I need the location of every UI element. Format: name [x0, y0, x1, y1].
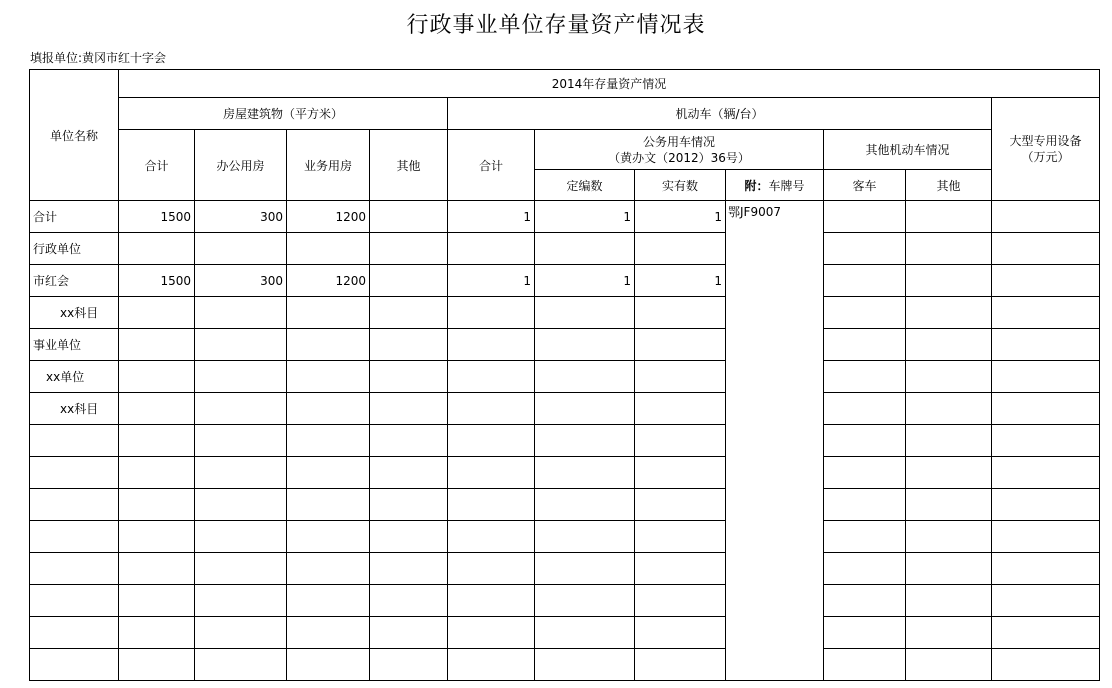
cell-equipment	[992, 361, 1100, 393]
cell-quota	[535, 297, 635, 329]
cell-b-business	[287, 361, 370, 393]
cell-quota: 1	[535, 265, 635, 297]
empty-row	[30, 457, 1100, 489]
cell-b-other	[370, 329, 448, 361]
row-name: 行政单位	[30, 233, 119, 265]
cell-passenger	[824, 297, 906, 329]
cell-passenger	[824, 265, 906, 297]
cell-b-office	[195, 393, 287, 425]
cell-b-office	[195, 297, 287, 329]
cell-b-business: 1200	[287, 265, 370, 297]
reporting-unit: 填报单位:黄冈市红十字会	[30, 51, 167, 65]
cell-quota	[535, 361, 635, 393]
passenger-header: 客车	[824, 170, 906, 201]
cell-equipment	[992, 233, 1100, 265]
cell-other	[906, 393, 992, 425]
cell-passenger	[824, 393, 906, 425]
cell-b-business	[287, 393, 370, 425]
empty-row	[30, 649, 1100, 681]
cell-other	[906, 361, 992, 393]
empty-row	[30, 521, 1100, 553]
empty-row	[30, 425, 1100, 457]
cell-b-total	[119, 393, 195, 425]
cell-b-other	[370, 297, 448, 329]
cell-v-total	[448, 233, 535, 265]
cell-passenger	[824, 233, 906, 265]
row-name: 合计	[30, 201, 119, 233]
cell-equipment	[992, 265, 1100, 297]
official-vehicle-header	[535, 130, 824, 170]
table-row	[30, 393, 1100, 425]
cell-quota	[535, 393, 635, 425]
row-name: xx科目	[30, 393, 119, 425]
year-group-header: 2014年存量资产情况	[119, 70, 1100, 98]
large-equipment-header	[992, 98, 1100, 201]
cell-b-total	[119, 361, 195, 393]
cell-actual: 1	[635, 265, 726, 297]
cell-actual	[635, 329, 726, 361]
cell-b-business	[287, 297, 370, 329]
cell-actual	[635, 297, 726, 329]
actual-header: 实有数	[635, 170, 726, 201]
table-row	[30, 201, 1100, 233]
empty-row	[30, 585, 1100, 617]
cell-b-business: 1200	[287, 201, 370, 233]
cell-v-total: 1	[448, 265, 535, 297]
plate-number-cell: 鄂JF9007	[726, 201, 824, 681]
b-office-header: 办公用房	[195, 130, 287, 201]
cell-equipment	[992, 201, 1100, 233]
table-row	[30, 329, 1100, 361]
vehicles-group-header: 机动车（辆/台）	[448, 98, 992, 130]
cell-v-total	[448, 329, 535, 361]
cell-passenger	[824, 361, 906, 393]
empty-row	[30, 489, 1100, 521]
large-equipment-line1: 大型专用设备	[1009, 134, 1082, 148]
cell-b-total	[119, 329, 195, 361]
empty-row	[30, 553, 1100, 585]
cell-b-office: 300	[195, 201, 287, 233]
cell-b-other	[370, 393, 448, 425]
v-total-header: 合计	[448, 130, 535, 201]
cell-v-total	[448, 361, 535, 393]
cell-actual	[635, 233, 726, 265]
official-vehicle-line2: （黄办文（2012）36号）	[608, 150, 750, 165]
cell-equipment	[992, 393, 1100, 425]
cell-v-total: 1	[448, 201, 535, 233]
other-vehicles-header: 其他机动车情况	[824, 130, 992, 170]
cell-other	[906, 233, 992, 265]
cell-b-total: 1500	[119, 201, 195, 233]
cell-passenger	[824, 329, 906, 361]
cell-actual	[635, 393, 726, 425]
cell-quota: 1	[535, 201, 635, 233]
cell-other	[906, 201, 992, 233]
cell-b-other	[370, 265, 448, 297]
quota-header: 定编数	[535, 170, 635, 201]
row-name: xx单位	[30, 361, 119, 393]
cell-b-office	[195, 233, 287, 265]
large-equipment-line2: （万元）	[1021, 150, 1070, 164]
cell-b-business	[287, 233, 370, 265]
plate-label: 车牌号	[768, 178, 805, 193]
cell-actual: 1	[635, 201, 726, 233]
cell-b-office	[195, 329, 287, 361]
cell-b-office: 300	[195, 265, 287, 297]
row-name: 事业单位	[30, 329, 119, 361]
cell-b-office	[195, 361, 287, 393]
cell-equipment	[992, 297, 1100, 329]
unit-name-header: 单位名称	[30, 70, 119, 201]
cell-passenger	[824, 201, 906, 233]
table-row	[30, 233, 1100, 265]
table-row	[30, 361, 1100, 393]
cell-equipment	[992, 329, 1100, 361]
cell-other	[906, 297, 992, 329]
cell-b-other	[370, 233, 448, 265]
other-header: 其他	[906, 170, 992, 201]
cell-b-total: 1500	[119, 265, 195, 297]
b-total-header: 合计	[119, 130, 195, 201]
page-title: 行政事业单位存量资产情况表	[406, 13, 706, 38]
asset-table	[29, 69, 1100, 681]
b-other-header: 其他	[370, 130, 448, 201]
cell-b-total	[119, 297, 195, 329]
row-name: 市红会	[30, 265, 119, 297]
plate-prefix: 附：	[744, 178, 769, 193]
buildings-group-header: 房屋建筑物（平方米）	[119, 98, 448, 130]
b-business-header: 业务用房	[287, 130, 370, 201]
cell-actual	[635, 361, 726, 393]
cell-b-other	[370, 361, 448, 393]
plate-header	[726, 170, 824, 201]
cell-other	[906, 265, 992, 297]
table-row	[30, 297, 1100, 329]
cell-quota	[535, 329, 635, 361]
cell-other	[906, 329, 992, 361]
cell-v-total	[448, 297, 535, 329]
empty-row	[30, 617, 1100, 649]
row-name: xx科目	[30, 297, 119, 329]
cell-v-total	[448, 393, 535, 425]
cell-b-total	[119, 233, 195, 265]
cell-quota	[535, 233, 635, 265]
cell-b-other	[370, 201, 448, 233]
table-row	[30, 265, 1100, 297]
cell-b-business	[287, 329, 370, 361]
official-vehicle-line1: 公务用车情况	[642, 134, 715, 149]
